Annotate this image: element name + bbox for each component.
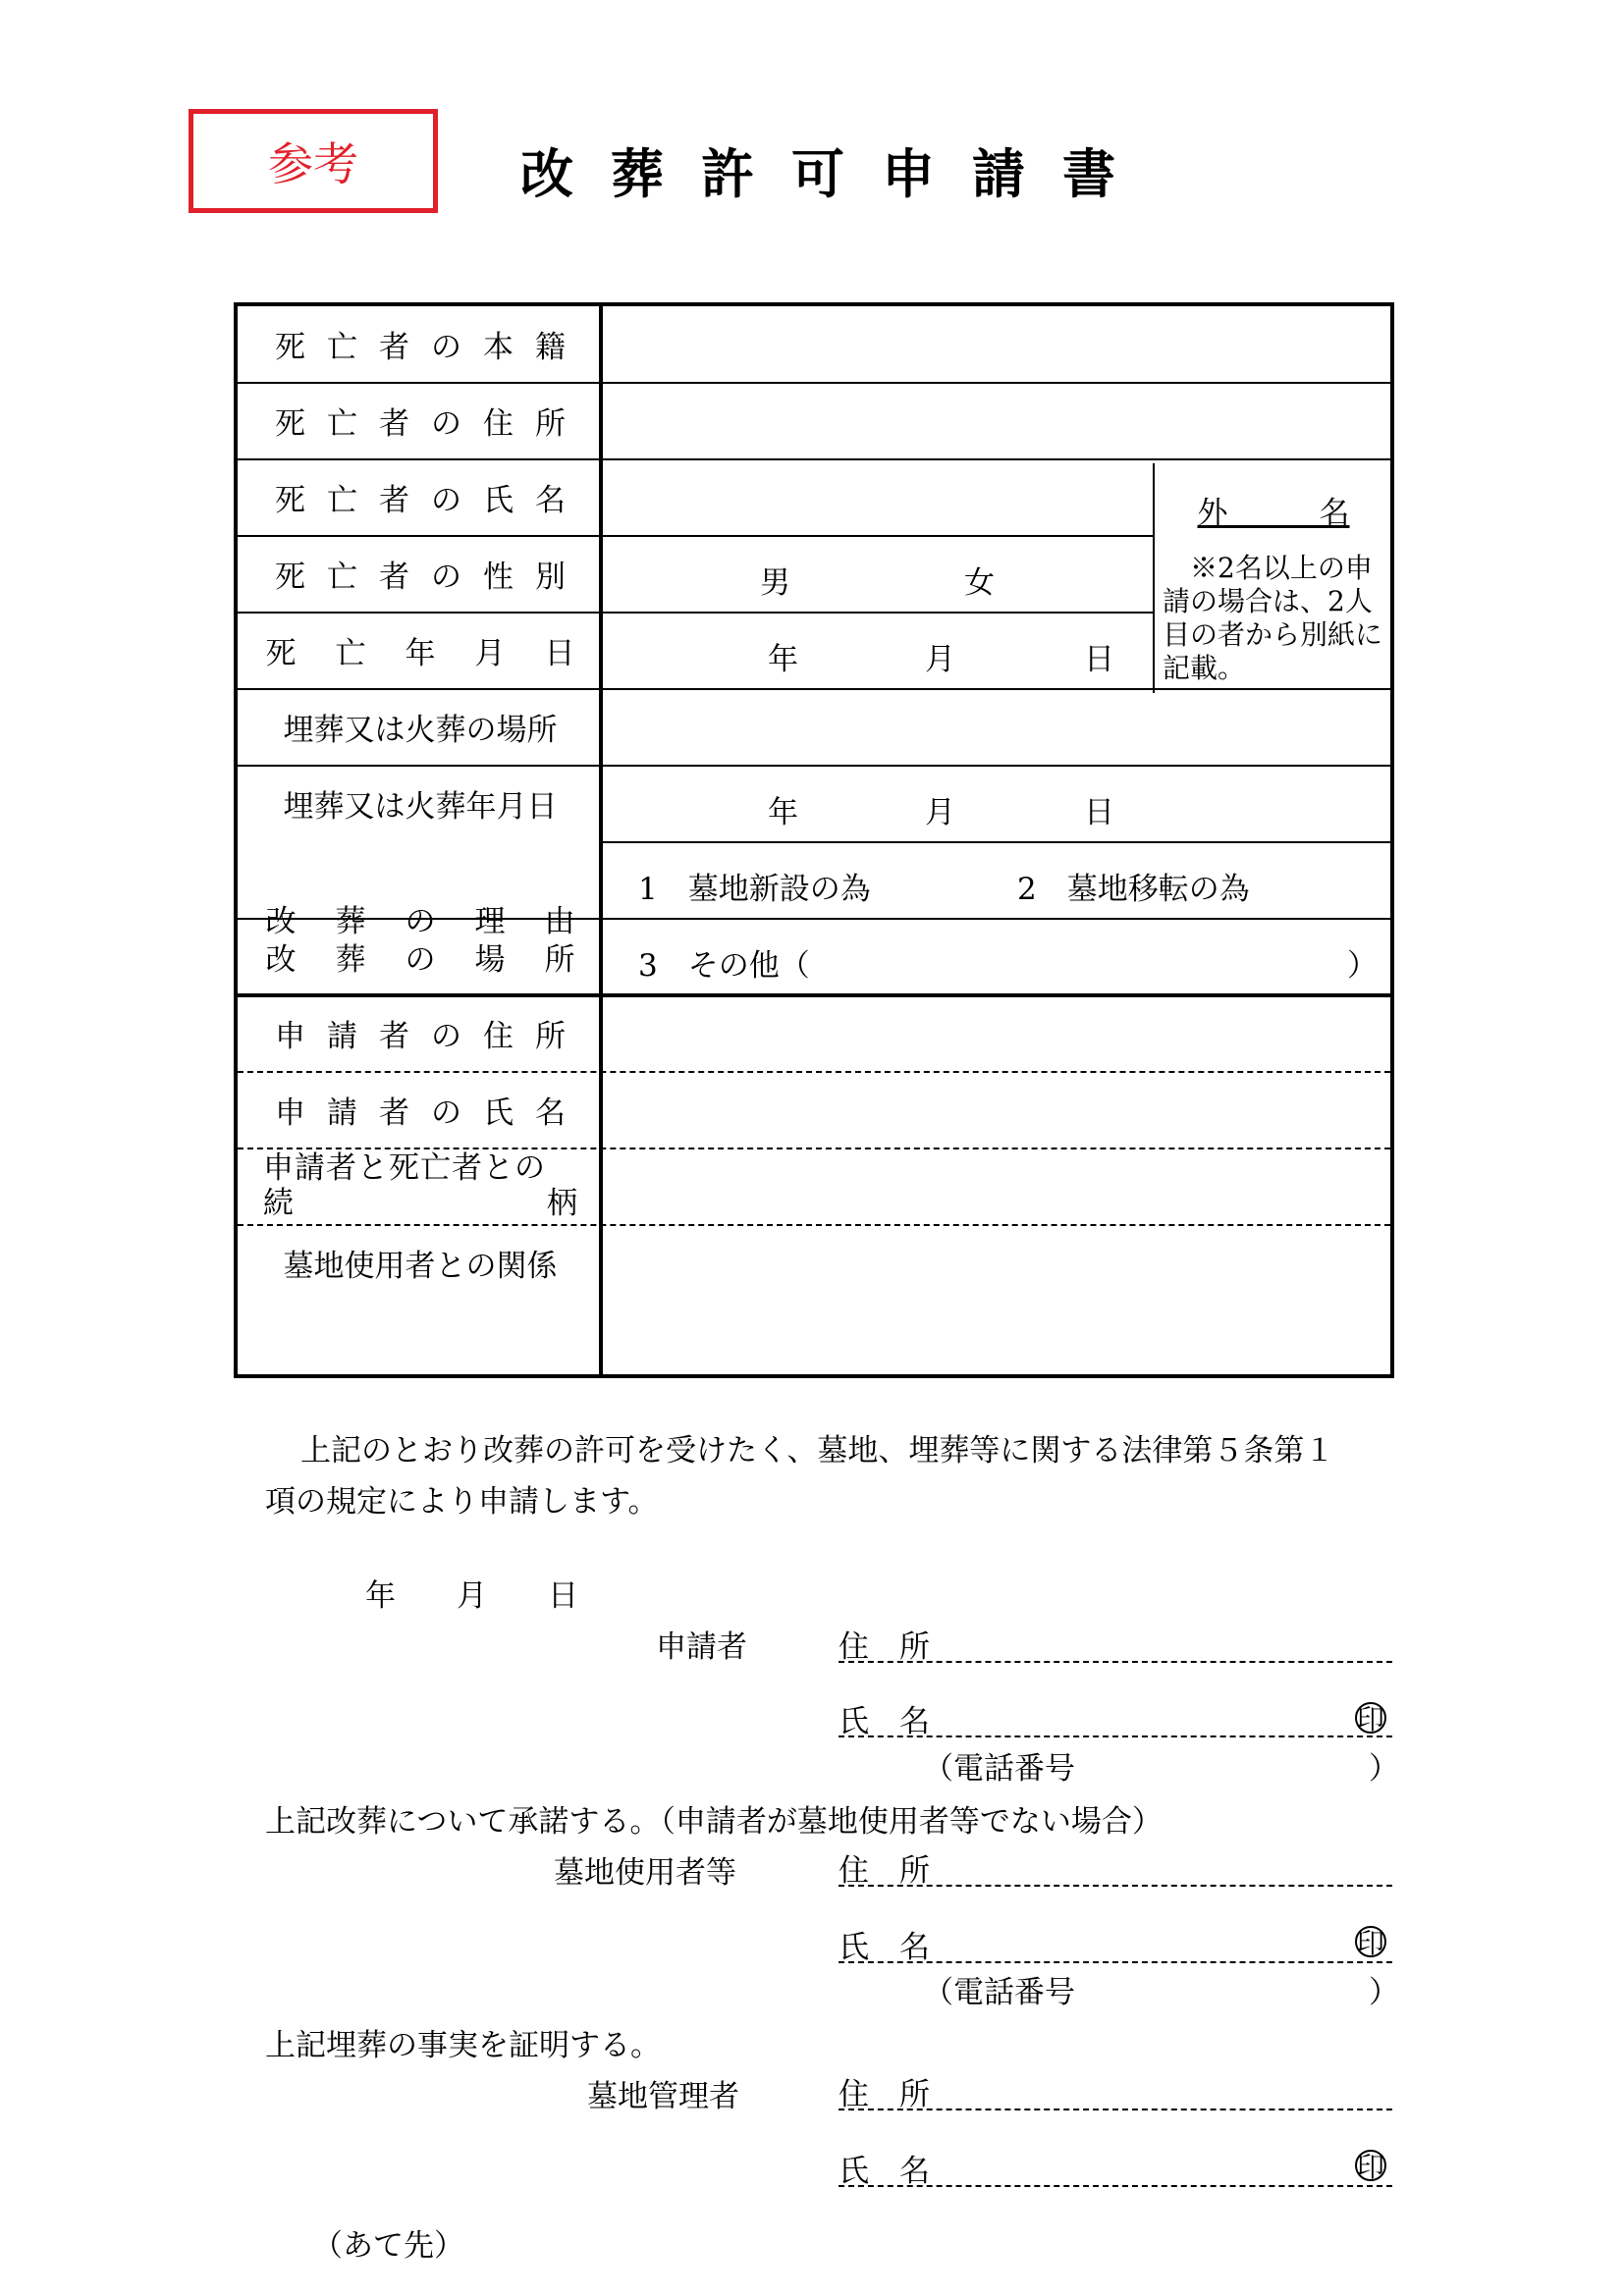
label-deceased-address: 死亡者の住所 [275, 405, 587, 442]
applicant-phone-close: ） [1369, 1751, 1399, 1787]
reference-stamp-text: 参考 [268, 137, 358, 190]
application-date: 年 月 日 [365, 1578, 578, 1614]
reason-option-1[interactable]: 1 墓地新設の為 [638, 872, 871, 907]
label-death-date: 死亡年月日 [265, 635, 615, 671]
grave-user-seal-mark: 印 [1357, 1927, 1385, 1959]
label-burial-date: 埋葬又は火葬年月日 [283, 788, 558, 825]
label-burial-place: 埋葬又は火葬の場所 [283, 712, 558, 748]
reason-option-3-close: ） [1347, 948, 1378, 984]
cemetery-manager-address-field[interactable] [839, 2069, 1392, 2110]
applicant-role-label: 申請者 [656, 1629, 747, 1665]
grave-user-role-label: 墓地使用者等 [554, 1855, 736, 1891]
label-relationship-line1: 申請者と死亡者との [263, 1150, 546, 1186]
applicant-name-label: 氏 名 [839, 1704, 930, 1739]
cemetery-manager-name-label: 氏 名 [839, 2154, 930, 2189]
relationship-char: 続 [263, 1186, 294, 1221]
reason-option-2[interactable]: 2 墓地移転の為 [1017, 872, 1250, 907]
label-grave-user-relation: 墓地使用者との関係 [283, 1248, 558, 1284]
applicant-phone-label: （電話番号 [923, 1751, 1075, 1787]
applicant-address-field[interactable] [839, 1622, 1392, 1663]
gender-female-option[interactable]: 女 [964, 565, 995, 601]
cemetery-manager-name-field[interactable] [839, 2146, 1392, 2187]
death-month-unit: 月 [925, 642, 955, 677]
cemetery-manager-address-label: 住 所 [839, 2077, 930, 2112]
label-deceased-gender: 死亡者の性別 [275, 559, 587, 595]
applicant-name-field[interactable] [839, 1696, 1392, 1737]
grave-user-address-label: 住 所 [839, 1853, 930, 1889]
label-relationship [238, 1148, 603, 1224]
label-deceased-name: 死亡者の氏名 [275, 482, 587, 518]
grave-user-name-label: 氏 名 [839, 1930, 930, 1965]
death-day-unit: 日 [1084, 642, 1114, 677]
grave-user-address-field[interactable] [839, 1845, 1392, 1887]
statement-line-1: 上記のとおり改葬の許可を受けたく、墓地、埋葬等に関する法律第５条第１ [300, 1433, 1335, 1468]
reference-stamp [189, 109, 438, 213]
grave-user-phone-close: ） [1369, 1975, 1399, 2010]
page-title: 改葬許可申請書 [520, 143, 1153, 205]
cemetery-manager-role-label: 墓地管理者 [587, 2079, 739, 2114]
label-deceased-domicile: 死亡者の本籍 [275, 330, 587, 365]
addressee-label: （あて先） [312, 2228, 464, 2264]
label-applicant-name: 申請者の氏名 [275, 1095, 587, 1131]
form-table [234, 302, 1394, 1378]
applicant-seal-mark: 印 [1357, 1703, 1385, 1735]
applicant-address-label: 住 所 [839, 1629, 930, 1665]
grave-user-name-field[interactable] [839, 1922, 1392, 1963]
death-year-unit: 年 [768, 642, 798, 677]
statement-line-2: 項の規定により申請します。 [265, 1484, 659, 1520]
burial-month-unit: 月 [925, 795, 955, 830]
label-reburial-reason: 改葬の理由 [265, 903, 615, 939]
side-note-divider [1153, 463, 1155, 693]
label-reburial-place: 改葬の場所 [265, 941, 615, 978]
certification-text: 上記埋葬の事実を証明する。 [265, 2028, 661, 2063]
label-relationship-line2 [263, 1186, 577, 1221]
reason-option-3[interactable]: 3 その他（ [638, 948, 810, 984]
gender-male-option[interactable]: 男 [760, 565, 790, 601]
label-applicant-address: 申請者の住所 [275, 1018, 587, 1054]
side-note-title: 外 名 [1197, 496, 1350, 531]
side-note-body: ※2名以上の申請の場合は、2人目の者から別紙に記載。 [1163, 552, 1383, 684]
cemetery-manager-seal-mark: 印 [1357, 2151, 1385, 2183]
relationship-char: 柄 [547, 1186, 577, 1221]
burial-year-unit: 年 [768, 795, 798, 830]
grave-user-phone-label: （電話番号 [923, 1975, 1075, 2010]
consent-text: 上記改葬について承諾する。（申請者が墓地使用者等でない場合） [265, 1804, 1163, 1840]
burial-day-unit: 日 [1084, 795, 1114, 830]
